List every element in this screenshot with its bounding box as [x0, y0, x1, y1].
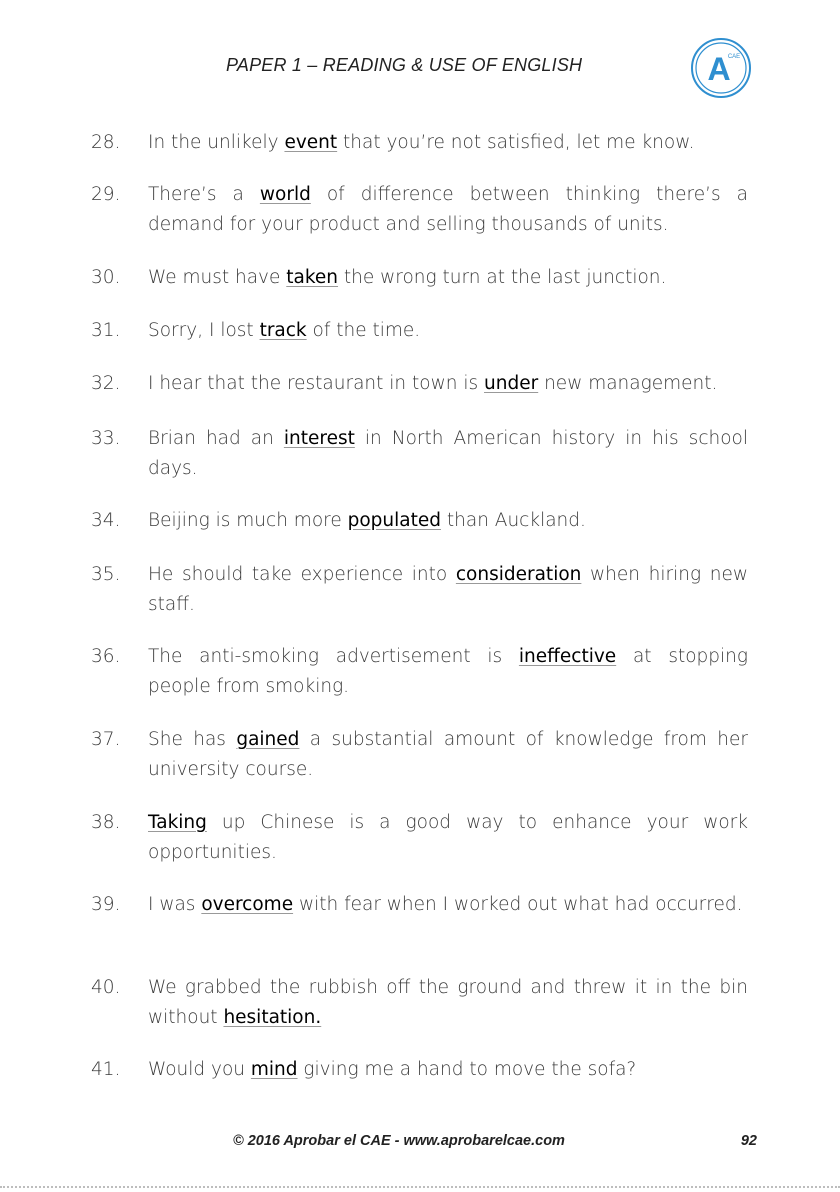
- item-text: The anti-smoking advertisement is ineffective at stopping people from smoking.: [148, 646, 748, 697]
- item-number: 39.: [91, 894, 121, 915]
- item-number: 31.: [91, 320, 121, 341]
- list-item: [91, 808, 748, 868]
- item-text: Brian had an interest in North American history in his school days.: [148, 428, 748, 479]
- item-number: 35.: [91, 564, 121, 585]
- item-number: 41.: [91, 1059, 121, 1080]
- item-keyword: event: [284, 132, 338, 153]
- page-footer: [233, 1133, 763, 1153]
- page-header-title: PAPER 1 – READING & USE OF ENGLISH: [226, 55, 583, 75]
- list-item: [91, 1055, 748, 1085]
- cae-logo: [690, 37, 752, 99]
- item-text: She has gained a substantial amount of knowledge from her university course.: [148, 729, 748, 780]
- item-text: Would you mind giving me a hand to move the sofa?: [148, 1059, 637, 1080]
- page-number: 92: [740, 1133, 757, 1149]
- list-item: [91, 180, 748, 240]
- item-text: We must have taken the wrong turn at the last junction.: [148, 267, 667, 288]
- item-keyword: interest: [283, 428, 355, 449]
- item-number: 38.: [91, 812, 121, 833]
- list-item: [91, 263, 748, 293]
- list-item: [91, 424, 748, 484]
- item-keyword: populated: [347, 510, 441, 531]
- item-keyword: under: [484, 373, 539, 394]
- item-number: 37.: [91, 729, 121, 750]
- item-keyword: mind: [250, 1059, 298, 1080]
- item-number: 29.: [91, 184, 121, 205]
- item-keyword: world: [259, 184, 311, 205]
- item-text: There’s a world of difference between thinking there’s a demand for your product and selling thousands of units.: [148, 184, 748, 235]
- item-number: 28.: [91, 132, 121, 153]
- logo-sub: CAE: [727, 54, 741, 60]
- list-item: [91, 369, 748, 399]
- item-text: Beijing is much more populated than Auckland.: [148, 510, 586, 531]
- list-item: [91, 890, 748, 920]
- list-item: [91, 642, 748, 702]
- item-keyword: taken: [286, 267, 339, 288]
- bottom-divider: [0, 1186, 840, 1188]
- item-number: 30.: [91, 267, 121, 288]
- list-item: [91, 973, 748, 1033]
- list-item: [91, 725, 748, 785]
- item-number: 36.: [91, 646, 121, 667]
- item-keyword: overcome: [201, 894, 294, 915]
- item-text: He should take experience into consideration when hiring new staff.: [148, 564, 748, 615]
- item-text: In the unlikely event that you’re not satisfied, let me know.: [148, 132, 695, 153]
- item-number: 34.: [91, 510, 121, 531]
- list-item: [91, 316, 748, 346]
- item-keyword: consideration: [455, 564, 582, 585]
- item-number: 40.: [91, 977, 121, 998]
- item-keyword: track: [259, 320, 307, 341]
- item-keyword: ineffective: [518, 646, 617, 667]
- cae-logo-graphic: [690, 37, 752, 99]
- item-keyword: gained: [236, 729, 300, 750]
- item-keyword: hesitation.: [223, 1007, 322, 1028]
- item-text: Sorry, I lost track of the time.: [148, 320, 421, 341]
- list-item: [91, 560, 748, 620]
- item-keyword: Taking: [148, 812, 207, 833]
- logo-letter: A: [707, 51, 731, 87]
- item-number: 32.: [91, 373, 121, 394]
- list-item: [91, 128, 748, 158]
- item-text: I hear that the restaurant in town is under new management.: [148, 373, 718, 394]
- item-text: We grabbed the rubbish off the ground and threw it in the bin without hesitation.: [148, 977, 748, 1028]
- item-number: 33.: [91, 428, 121, 449]
- item-text: I was overcome with fear when I worked out what had occurred.: [148, 894, 743, 915]
- item-text: Taking up Chinese is a good way to enhance your work opportunities.: [148, 812, 748, 863]
- list-item: [91, 506, 748, 536]
- copyright-text: © 2016 Aprobar el CAE - www.aprobarelcae.com: [233, 1133, 565, 1149]
